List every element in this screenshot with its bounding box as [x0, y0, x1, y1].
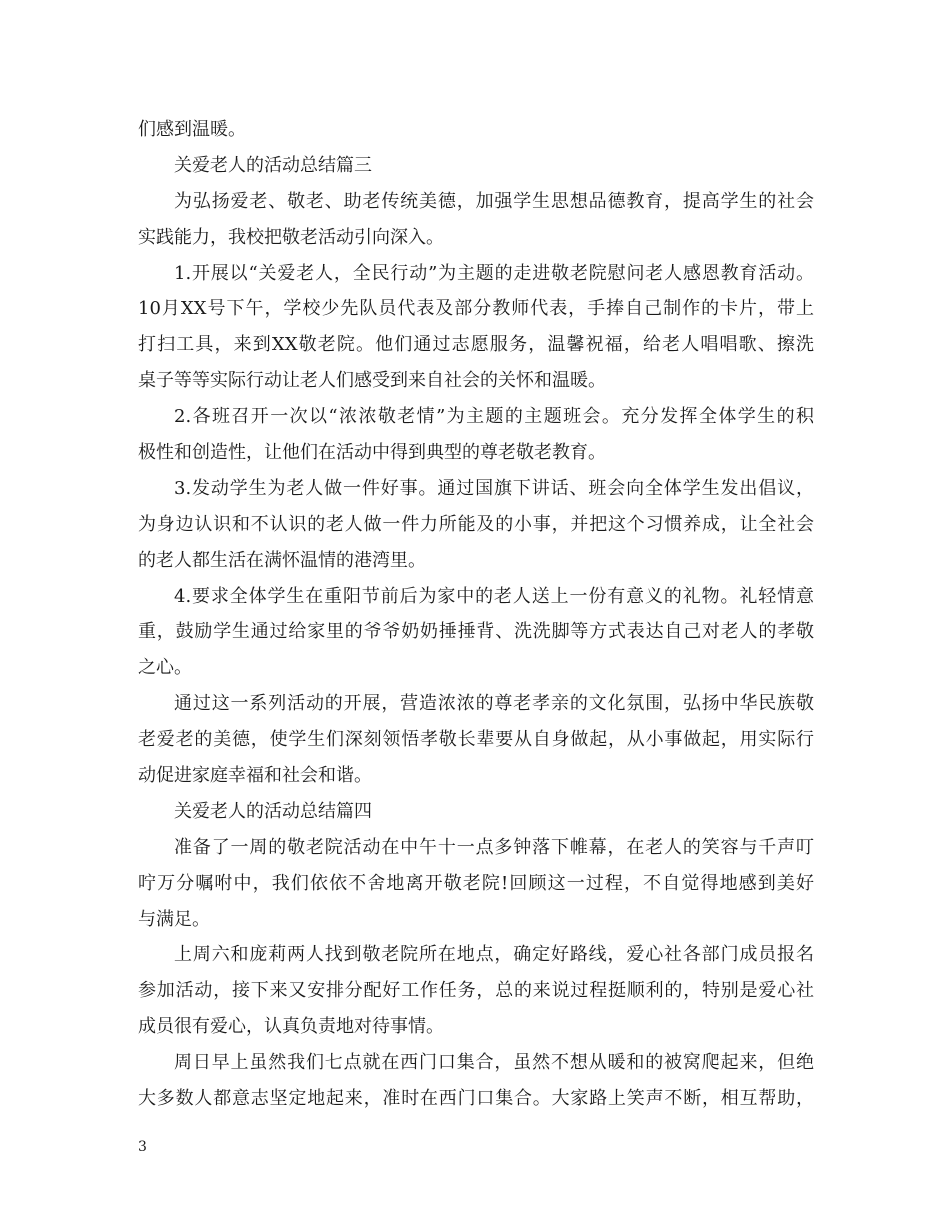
text-line: 的老人都生活在满怀温情的港湾里。: [138, 549, 426, 571]
text-line: 关爱老人的活动总结篇四: [174, 800, 372, 822]
text-line: 10月XX号下午，学校少先队员代表及部分教师代表，手捧自己制作的卡片，带上: [138, 298, 814, 320]
text-line: 极性和创造性，让他们在活动中得到典型的尊老敬老教育。: [138, 442, 606, 464]
text-line: 桌子等等实际行动让老人们感受到来自社会的关怀和温暖。: [138, 370, 606, 392]
text-line: 准备了一周的敬老院活动在中午十一点多钟落下帷幕，在老人的笑容与千声叮: [174, 836, 814, 858]
text-line: 成员很有爱心，认真负责地对待事情。: [138, 1016, 444, 1038]
text-line: 打扫工具，来到XX敬老院。他们通过志愿服务，温馨祝福，给老人唱唱歌、擦洗: [138, 334, 814, 356]
text-line: 老爱老的美德，使学生们深刻领悟孝敬长辈要从自身做起，从小事做起，用实际行: [138, 729, 814, 751]
text-line: 动促进家庭幸福和社会和谐。: [138, 765, 372, 787]
text-line: 大多数人都意志坚定地起来，准时在西门口集合。大家路上笑声不断，相互帮助，: [138, 1088, 814, 1110]
text-line: 参加活动，接下来又安排分配好工作任务，总的来说过程挺顺利的，特别是爱心社: [138, 980, 814, 1002]
text-line: 为身边认识和不认识的老人做一件力所能及的小事，并把这个习惯养成，让全社会: [138, 513, 814, 535]
text-line: 之心。: [138, 657, 192, 679]
text-line: 与满足。: [138, 908, 210, 930]
document-body: [138, 112, 814, 1117]
text-line: 实践能力，我校把敬老活动引向深入。: [138, 226, 444, 248]
text-line: 4.要求全体学生在重阳节前后为家中的老人送上一份有意义的礼物。礼轻情意: [174, 585, 814, 607]
text-line: 1.开展以“关爱老人，全民行动”为主题的走进敬老院慰问老人感恩教育活动。: [174, 262, 814, 284]
text-line: 关爱老人的活动总结篇三: [174, 154, 372, 176]
text-line: 咛万分嘱咐中，我们依依不舍地离开敬老院!回顾这一过程，不自觉得地感到美好: [138, 872, 814, 894]
text-line: 重，鼓励学生通过给家里的爷爷奶奶捶捶背、洗洗脚等方式表达自己对老人的孝敬: [138, 621, 814, 643]
text-line: 上周六和庞莉两人找到敬老院所在地点，确定好路线，爱心社各部门成员报名: [174, 944, 814, 966]
text-line: 为弘扬爱老、敬老、助老传统美德，加强学生思想品德教育，提高学生的社会: [174, 190, 814, 212]
text-line: 3.发动学生为老人做一件好事。通过国旗下讲话、班会向全体学生发出倡议，: [174, 477, 814, 499]
page-number: 3: [138, 1139, 147, 1155]
text-line: 们感到温暖。: [138, 119, 246, 140]
text-line: 周日早上虽然我们七点就在西门口集合，虽然不想从暖和的被窝爬起来，但绝: [174, 1052, 814, 1074]
text-line: 2.各班召开一次以“浓浓敬老情”为主题的主题班会。充分发挥全体学生的积: [174, 406, 814, 428]
text-line: 通过这一系列活动的开展，营造浓浓的尊老孝亲的文化氛围，弘扬中华民族敬: [174, 693, 814, 715]
